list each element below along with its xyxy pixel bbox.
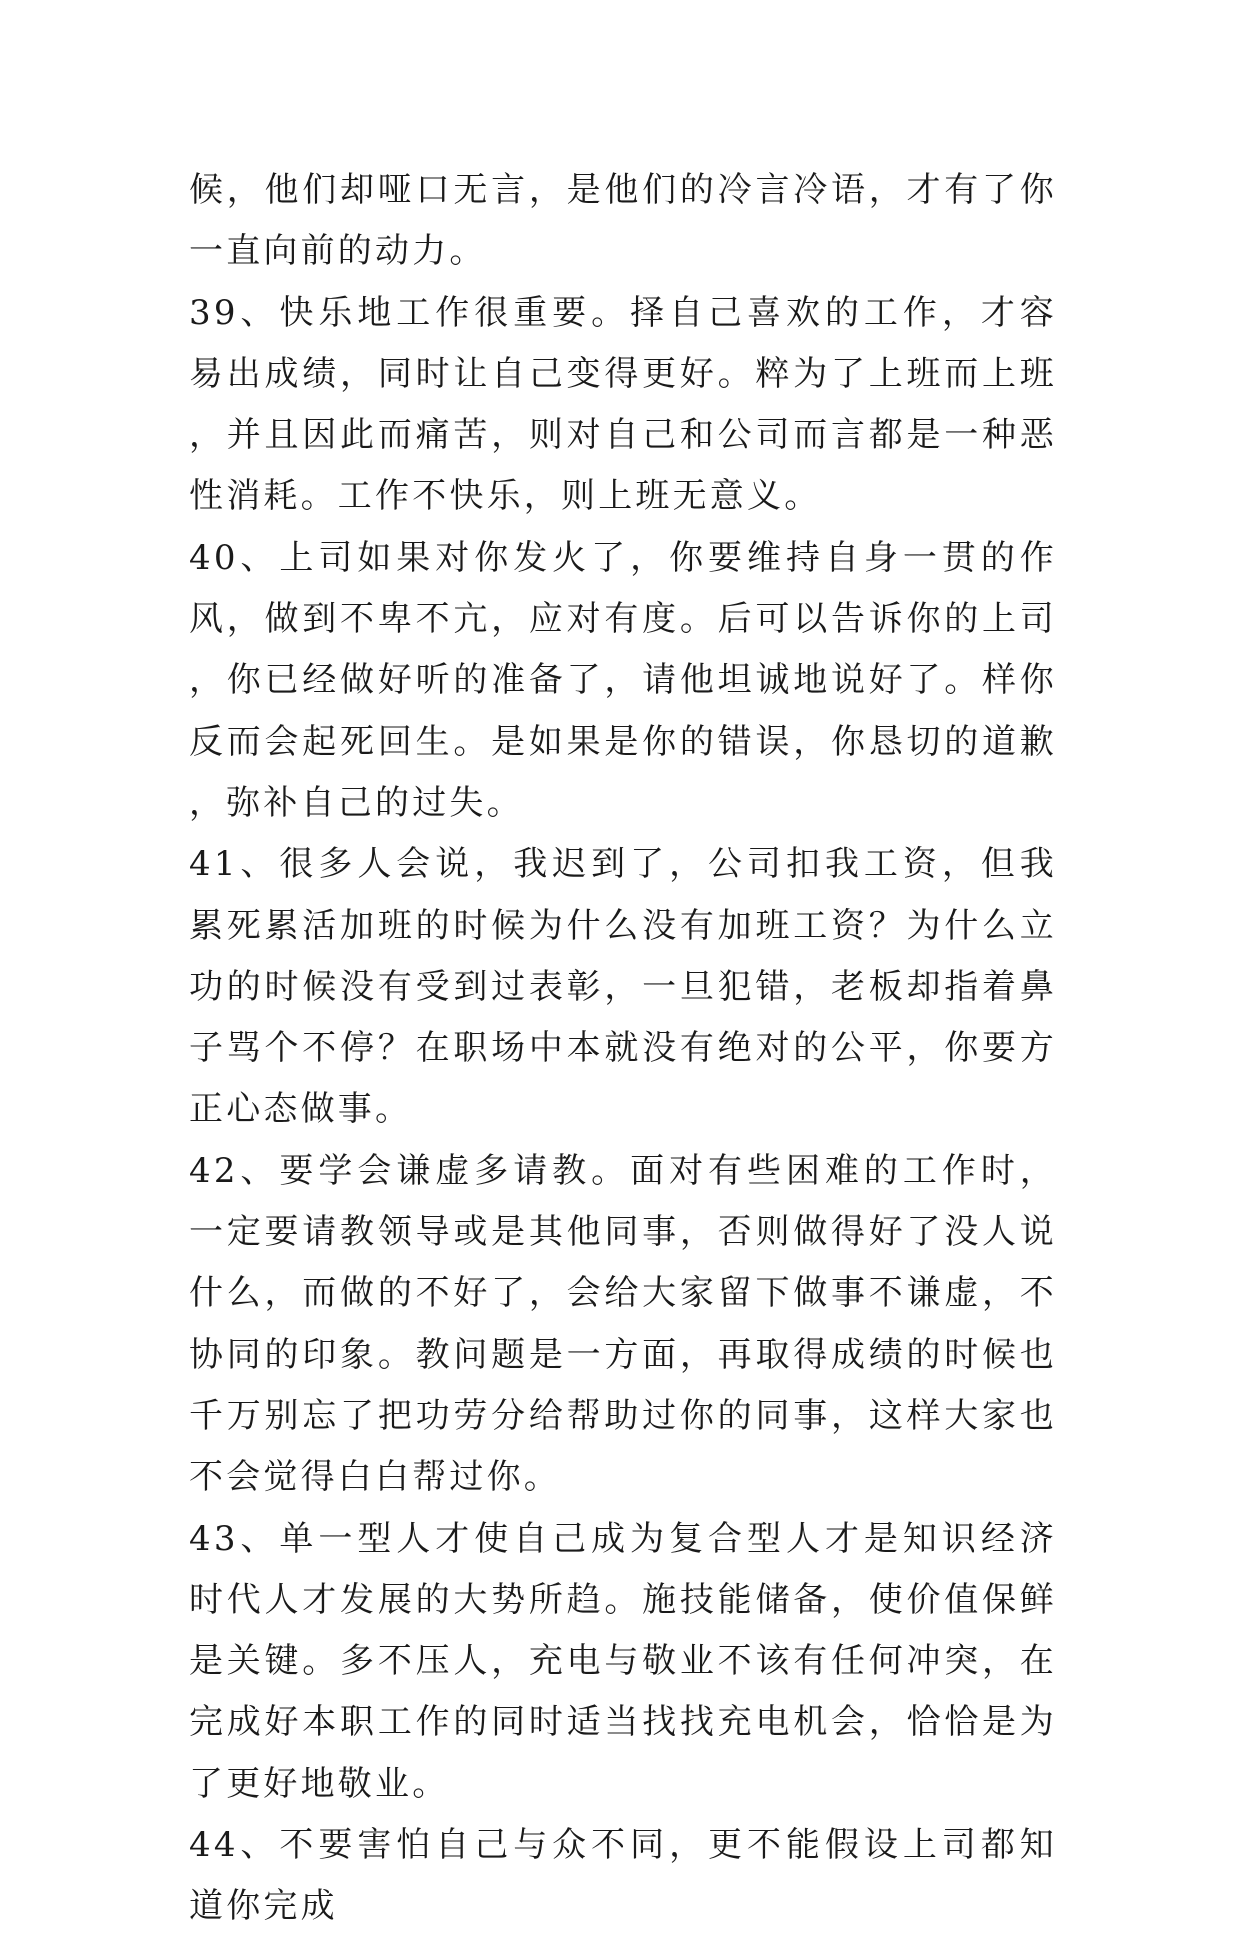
paragraph-43: 43、单一型人才使自己成为复合型人才是知识经济时代人才发展的大势所趋。施技能储备，使价值保鲜是关键。多不压人，充电与敬业不该有任何冲突，在完成好本职工作的同时适当找找充电机会，恰恰是为了更好地敬业。: [189, 1518, 1057, 1804]
paragraph-41: 41、很多人会说，我迟到了，公司扣我工资，但我累死累活加班的时候为什么没有加班工资？为什么立功的时候没有受到过表彰，一旦犯错，老板却指着鼻子骂个不停？在职场中本就没有绝对的公平，你要方正心态做事。: [189, 844, 1057, 1130]
paragraph-44: 44、不要害怕自己与众不同，更不能假设上司都知道你完成: [189, 1825, 1057, 1927]
document-body: [189, 160, 1057, 1938]
paragraph-42: 42、要学会谦虚多请教。面对有些困难的工作时，一定要请教领导或是其他同事，否则做得好了没人说什么，而做的不好了，会给大家留下做事不谦虚，不协同的印象。教问题是一方面，再取得成绩的时候也千万别忘了把功劳分给帮助过你的同事，这样大家也不会觉得白白帮过你。: [189, 1150, 1057, 1498]
paragraph-39: 39、快乐地工作很重要。择自己喜欢的工作，才容易出成绩，同时让自己变得更好。粹为了上班而上班，并且因此而痛苦，则对自己和公司而言都是一种恶性消耗。工作不快乐，则上班无意义。: [189, 292, 1057, 517]
paragraph-continuation: 候，他们却哑口无言，是他们的冷言冷语，才有了你一直向前的动力。: [189, 170, 1057, 272]
paragraph-40: 40、上司如果对你发火了，你要维持自身一贯的作风，做到不卑不亢，应对有度。后可以告诉你的上司，你已经做好听的准备了，请他坦诚地说好了。样你反而会起死回生。是如果是你的错误，你恳切的道歉，弥补自己的过失。: [189, 537, 1057, 823]
